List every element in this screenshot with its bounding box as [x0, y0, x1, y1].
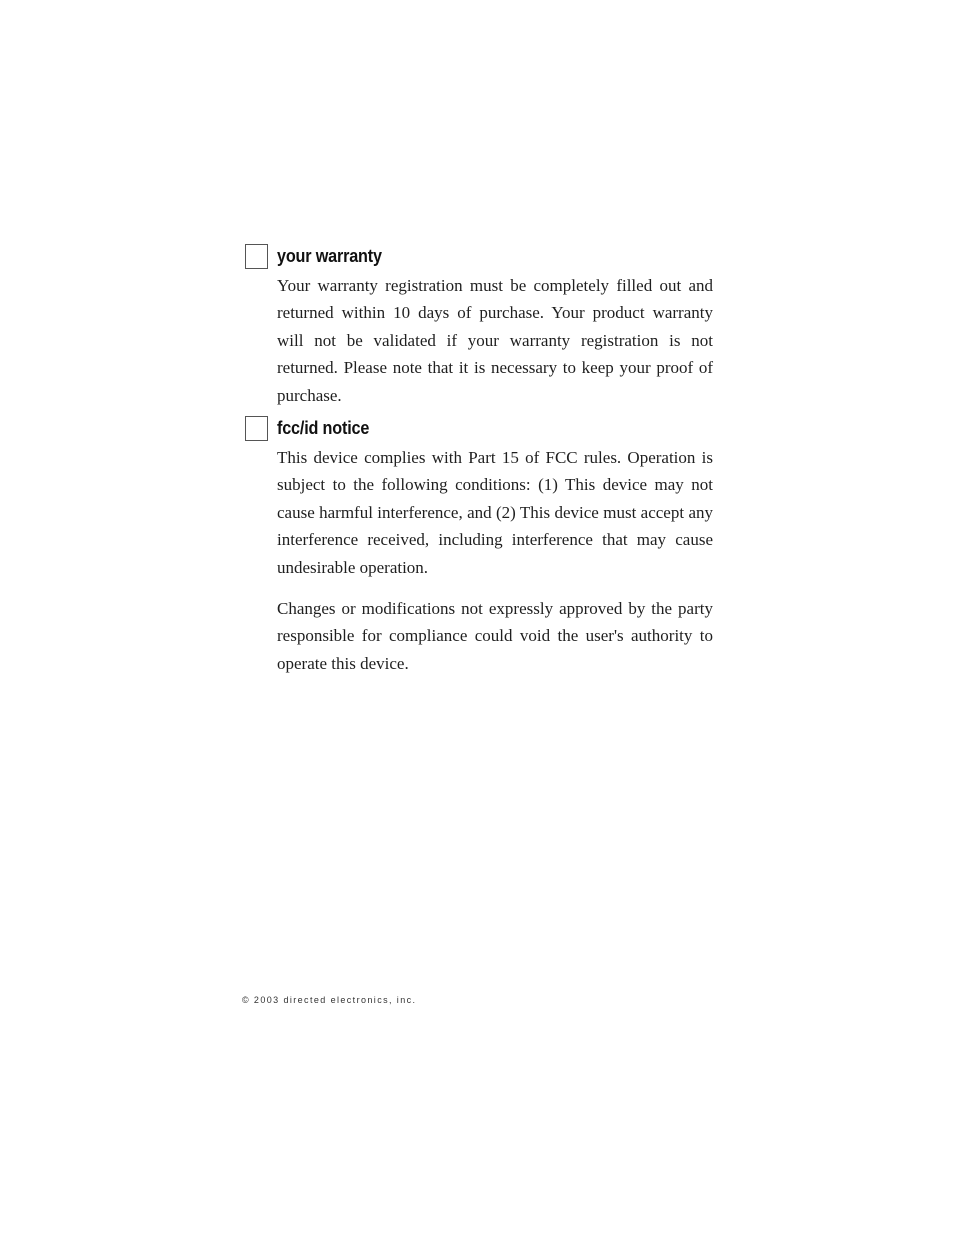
fcc-compliance-paragraph: This device complies with Part 15 of FCC rules. Operation is subject to the following conditions: (1) This device may not cause harmful interference, and (2) This device must accept any interference received, including interference that may cause undesirable operation. [277, 448, 713, 577]
fcc-modifications-paragraph: Changes or modifications not expressly approved by the party responsible for compliance could void the user's authority to operate this device. [277, 599, 713, 673]
warranty-section [245, 244, 713, 409]
warranty-heading-row [245, 244, 713, 270]
warranty-paragraph: Your warranty registration must be completely filled out and returned within 10 days of purchase. Your product warranty will not be validated if your warranty registration is not returned. Please note that it is necessary to keep your proof of purchase. [277, 276, 713, 405]
copyright-footer: © 2003 directed electronics, inc. [242, 995, 417, 1005]
warranty-heading: your warranty [277, 246, 382, 266]
fcc-heading-row [245, 416, 713, 442]
fcc-notice-section [245, 416, 713, 677]
checkbox-square-icon [245, 416, 268, 441]
fcc-notice-heading: fcc/id notice [277, 418, 370, 438]
checkbox-square-icon [245, 244, 268, 269]
